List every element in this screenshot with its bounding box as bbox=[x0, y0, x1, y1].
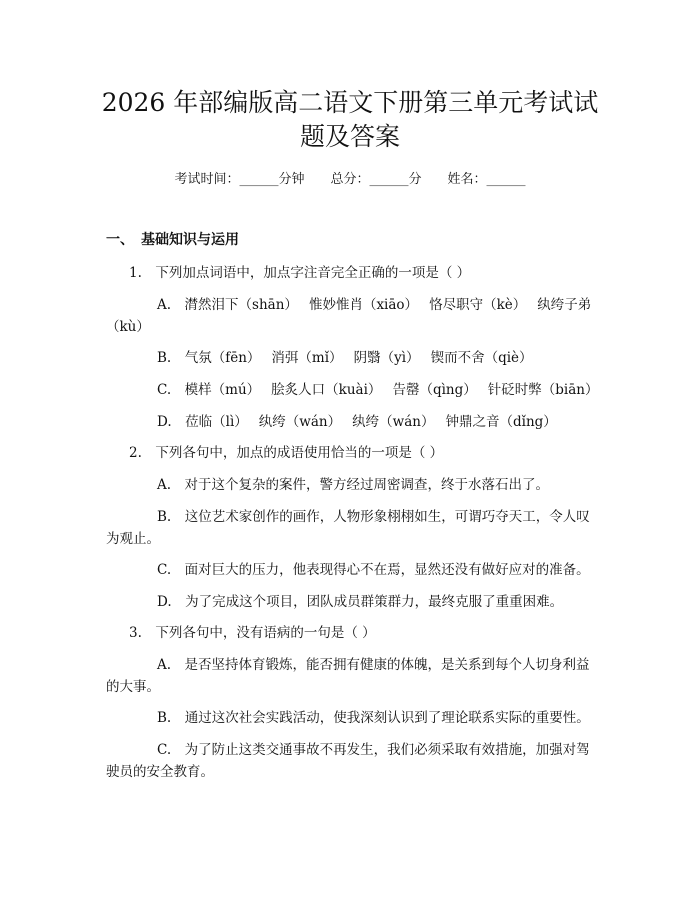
document-title-line-2: 题及答案 bbox=[299, 122, 400, 151]
question-1-stem: 1. 下列加点词语中，加点字注音完全正确的一项是（ ） bbox=[129, 265, 471, 281]
question-3-option-b: B. 通过这次社会实践活动，使我深刻认识到了理论联系实际的重要性。 bbox=[157, 710, 590, 726]
question-3-option-c: C. 为了防止这类交通事故不再发生，我们必须采取有效措施，加强对驾 bbox=[157, 742, 590, 758]
question-2-option-a: A. 对于这个复杂的案件，警方经过周密调查，终于水落石出了。 bbox=[157, 477, 550, 493]
question-2-option-b: B. 这位艺术家创作的画作，人物形象栩栩如生，可谓巧夺天工，令人叹 bbox=[157, 509, 590, 525]
question-2-option-c: C. 面对巨大的压力，他表现得心不在焉，显然还没有做好应对的准备。 bbox=[157, 562, 590, 578]
question-2-option-d: D. 为了完成这个项目，团队成员群策群力，最终克服了重重困难。 bbox=[157, 594, 564, 610]
question-1-option-c: C. 模样（mú） 脍炙人口（kuài） 告罄（qìng） 针砭时弊（biān） bbox=[157, 382, 599, 398]
question-3-stem: 3. 下列各句中，没有语病的一句是（ ） bbox=[129, 625, 376, 641]
question-3-option-a-cont: 的大事。 bbox=[106, 679, 160, 695]
question-1-option-a: A. 潸然泪下（shān） 惟妙惟肖（xiāo） 恪尽职守（kè） 纨绔子弟 bbox=[157, 297, 592, 313]
question-1-option-b: B. 气氛（fēn） 消弭（mǐ） 阴翳（yì） 锲而不舍（qiè） bbox=[157, 350, 533, 366]
document-title-line-1: 2026 年部编版高二语文下册第三单元考试试 bbox=[101, 88, 599, 117]
exam-info: 考试时间：______分钟 总分：______分 姓名：______ bbox=[174, 172, 526, 187]
question-3-option-c-cont: 驶员的安全教育。 bbox=[106, 764, 214, 780]
question-1-option-d: D. 莅临（lì） 纨绔（wán） 纨绔（wán） 钟鼎之音（dǐng） bbox=[157, 414, 557, 430]
question-2-option-b-cont: 为观止。 bbox=[106, 531, 160, 547]
question-1-option-a-cont: （kù） bbox=[106, 319, 150, 335]
question-3-option-a: A. 是否坚持体育锻炼，能否拥有健康的体魄，是关系到每个人切身利益 bbox=[157, 657, 590, 673]
question-2-stem: 2. 下列各句中，加点的成语使用恰当的一项是（ ） bbox=[129, 445, 444, 461]
section-heading: 一、 基础知识与运用 bbox=[106, 232, 239, 248]
